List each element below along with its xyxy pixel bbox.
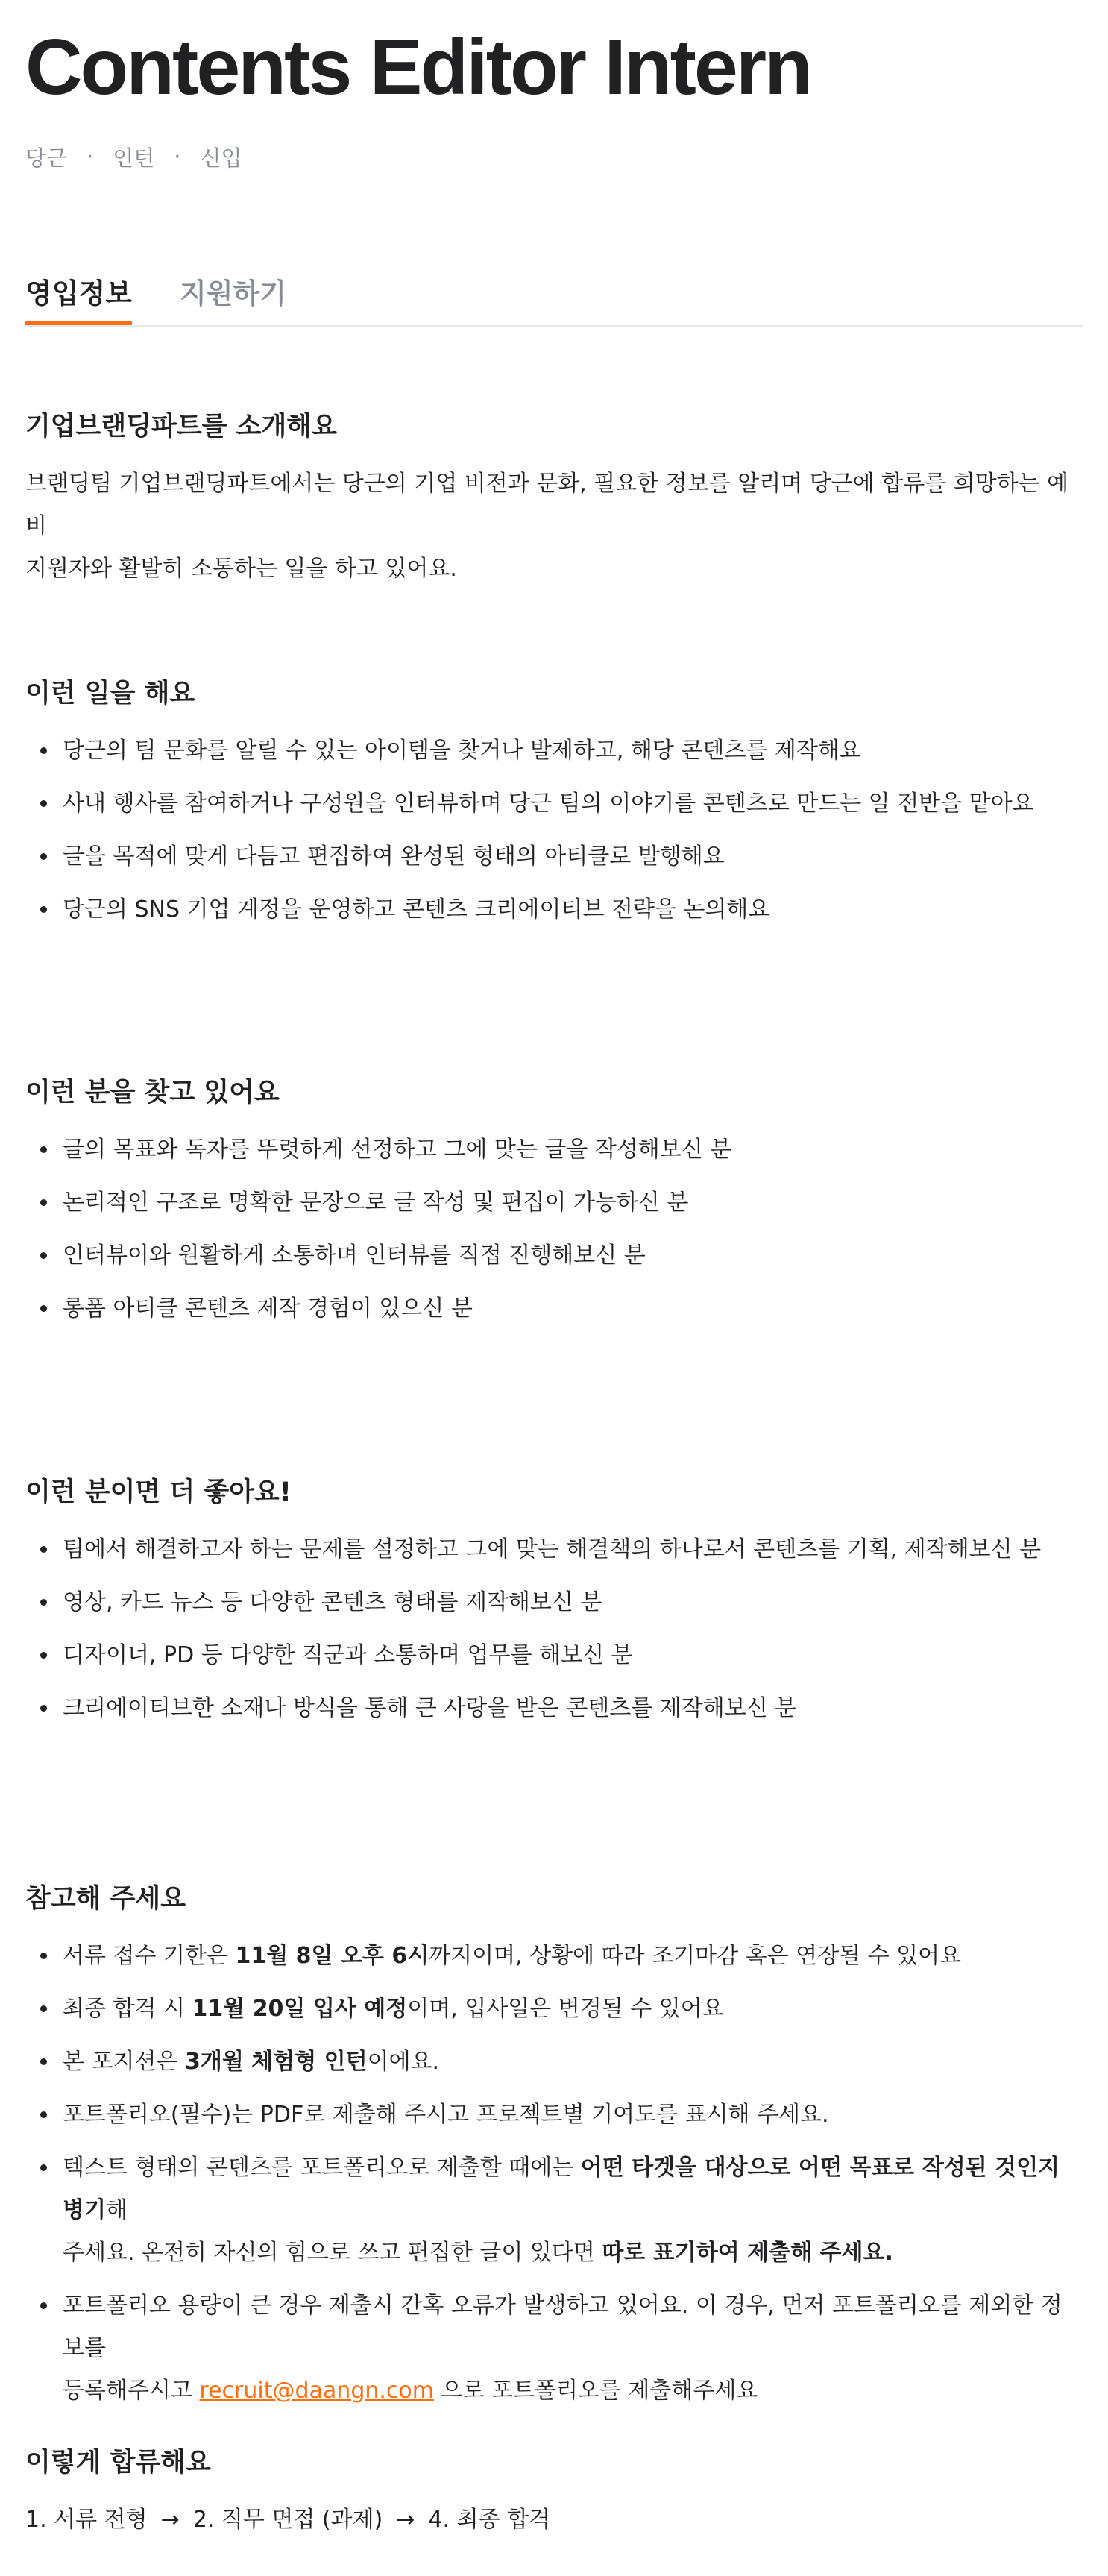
note-emphasis: 어떤 타겟을 대상으로 어떤 목표로 작성된 것인지 병기 (63, 2155, 1060, 2223)
note-emphasis: 11월 20일 입사 예정 (192, 1996, 408, 2022)
section-heading: 이런 분을 찾고 있어요 (25, 1078, 280, 1108)
list-item: 인터뷰이와 원활하게 소통하며 인터뷰를 직접 진행해보신 분 (25, 1234, 1083, 1277)
note-text: 이에요. (367, 2049, 440, 2075)
meta-separator: · (174, 144, 181, 169)
process-step: 4. 최종 합격 (428, 2507, 551, 2533)
arrow-right-icon: → (396, 2507, 415, 2533)
list-item: 디자이너, PD 등 다양한 직군과 소통하며 업무를 해보신 분 (25, 1634, 1083, 1677)
list-item: 롱폼 아티클 콘텐츠 제작 경험이 있으신 분 (25, 1287, 1083, 1330)
section-heading: 이렇게 합류해요 (25, 2448, 211, 2478)
meta-career-level: 신입 (200, 145, 242, 171)
list-item: 당근의 팀 문화를 알릴 수 있는 아이템을 찾거나 발제하고, 해당 콘텐츠를 제작해요 (25, 729, 1083, 772)
note-text: 으로 포트폴리오를 제출해주세요 (433, 2378, 758, 2404)
section-intro (25, 409, 1083, 590)
requirements-list (25, 1128, 1083, 1330)
tab-apply[interactable]: 지원하기 (179, 277, 286, 310)
note-text: 서류 접수 기한은 (63, 1943, 236, 1969)
intro-text (25, 462, 1083, 590)
section-heading: 이런 일을 해요 (25, 679, 195, 709)
note-emphasis: 3개월 체험형 인턴 (184, 2049, 368, 2075)
intro-line: 브랜딩팀 기업브랜딩파트에서는 당근의 기업 비전과 문화, 필요한 정보를 알리며 당근에 합류를 희망하는 예비 (25, 471, 1069, 539)
duties-list (25, 729, 1083, 931)
list-item: 포트폴리오(필수)는 PDF로 제출해 주시고 프로젝트별 기여도를 표시해 주세요. (25, 2093, 1083, 2136)
meta-employment-type: 인턴 (113, 145, 155, 171)
list-item (25, 1935, 1083, 1977)
intro-line: 지원자와 활발히 소통하는 일을 하고 있어요. (25, 556, 457, 582)
section-heading: 기업브랜딩파트를 소개해요 (25, 412, 337, 442)
list-item: 팀에서 해결하고자 하는 문제를 설정하고 그에 맞는 해결책의 하나로서 콘텐츠를 기획, 제작해보신 분 (25, 1528, 1083, 1571)
section-preferred (25, 1474, 1083, 1740)
note-emphasis: 11월 8일 오후 6시 (235, 1943, 429, 1969)
list-item: 글의 목표와 독자를 뚜렷하게 선정하고 그에 맞는 글을 작성해보신 분 (25, 1128, 1083, 1171)
section-heading: 참고해 주세요 (25, 1884, 186, 1914)
notes-list (25, 1935, 1083, 2412)
note-emphasis: 따로 표기하여 제출해 주세요. (602, 2240, 893, 2266)
list-item: 영상, 카드 뉴스 등 다양한 콘텐츠 형태를 제작해보신 분 (25, 1581, 1083, 1624)
preferred-list (25, 1528, 1083, 1730)
tab-job-info[interactable]: 영입정보 (25, 273, 132, 325)
tab-bar (25, 273, 1083, 327)
list-item: 크리에이티브한 소재나 방식을 통해 큰 사랑을 받은 콘텐츠를 제작해보신 분 (25, 1687, 1083, 1730)
note-text: 본 포지션은 (63, 2049, 185, 2075)
job-meta (25, 142, 1083, 172)
meta-company: 당근 (25, 145, 68, 171)
list-item: 논리적인 구조로 명확한 문장으로 글 작성 및 편집이 가능하신 분 (25, 1181, 1083, 1224)
section-heading: 이런 분이면 더 좋아요! (25, 1477, 292, 1507)
section-duties (25, 676, 1083, 941)
list-item: 사내 행사를 참여하거나 구성원을 인터뷰하며 당근 팀의 이야기를 콘텐츠로 만드는 일 전반을 맡아요 (25, 782, 1083, 825)
list-item (25, 1988, 1083, 2030)
section-notes (25, 1881, 1083, 2422)
note-text: 이며, 입사일은 변경될 수 있어요 (407, 1996, 724, 2022)
process-step: 1. 서류 전형 (25, 2507, 148, 2533)
note-text: 등록해주시고 (63, 2378, 200, 2404)
list-item: 당근의 SNS 기업 계정을 운영하고 콘텐츠 크리에이티브 전략을 논의해요 (25, 888, 1083, 931)
list-item (25, 2284, 1083, 2412)
note-text: 주세요. 온전히 자신의 힘으로 쓰고 편집한 글이 있다면 (63, 2240, 602, 2266)
list-item (25, 2146, 1083, 2274)
note-text: 해 (105, 2197, 128, 2223)
note-text: 까지이며, 상황에 따라 조기마감 혹은 연장될 수 있어요 (429, 1943, 962, 1969)
section-process (25, 2445, 1083, 2541)
process-steps (25, 2498, 1083, 2541)
list-item (25, 2041, 1083, 2083)
process-step: 2. 직무 면접 (과제) (192, 2507, 383, 2533)
note-text: 포트폴리오 용량이 큰 경우 제출시 간혹 오류가 발생하고 있어요. 이 경우, 먼저 포트폴리오를 제외한 정보를 (63, 2293, 1063, 2361)
job-title: Contents Editor Intern (25, 23, 810, 111)
meta-separator: · (86, 144, 94, 169)
section-requirements (25, 1075, 1083, 1340)
note-text: 최종 합격 시 (63, 1996, 192, 2022)
arrow-right-icon: → (160, 2507, 180, 2533)
note-text: 텍스트 형태의 콘텐츠를 포트폴리오로 제출할 때에는 (63, 2155, 581, 2181)
recruit-email-link[interactable]: recruit@daangn.com (199, 2378, 434, 2404)
list-item: 글을 목적에 맞게 다듬고 편집하여 완성된 형태의 아티클로 발행해요 (25, 835, 1083, 878)
